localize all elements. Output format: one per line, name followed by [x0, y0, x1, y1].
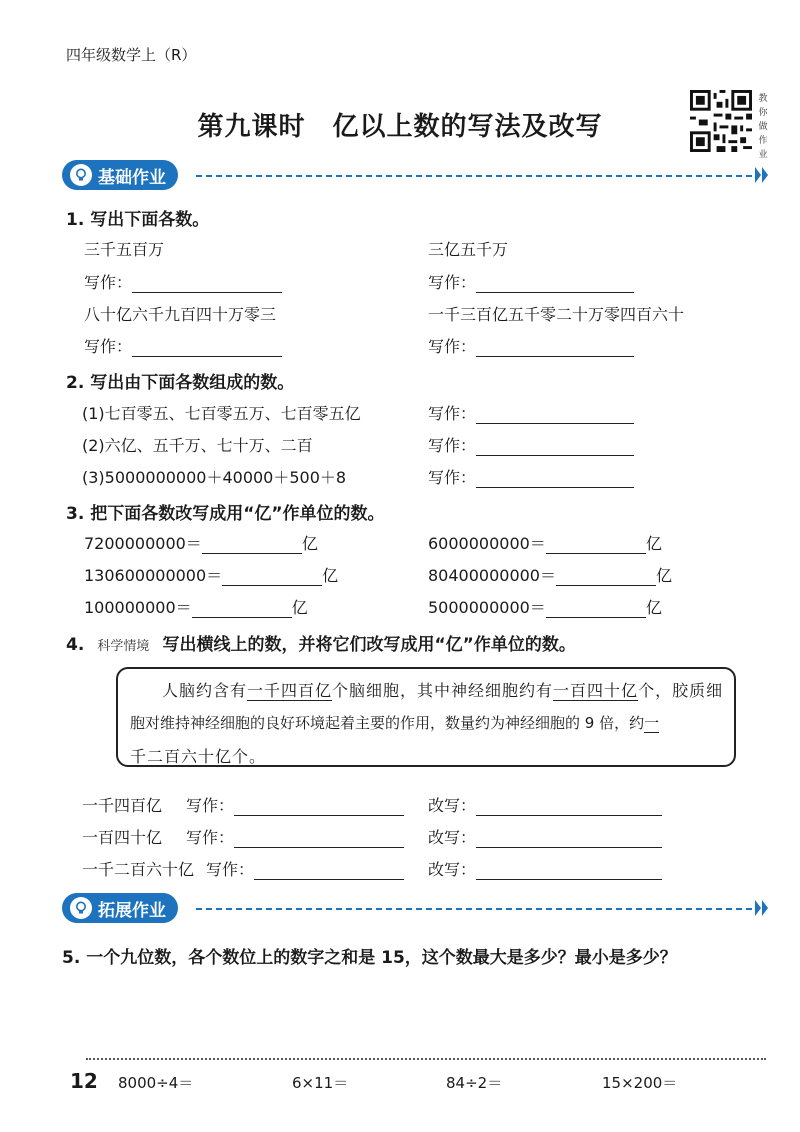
- question-3-title: 3. 把下面各数改写成用“亿”作单位的数。: [66, 504, 385, 524]
- answer-blank[interactable]: [234, 797, 404, 816]
- unit-label: 亿: [645, 598, 662, 617]
- q4-row: [82, 825, 404, 848]
- q3-item: [84, 595, 308, 618]
- q2-item: (1)七百零五、七百零五万、七百零五亿: [82, 404, 361, 423]
- question-text: 写出横线上的数，并将它们改写成用“亿”作单位的数。: [162, 635, 576, 655]
- question-5-title: 5. 一个九位数，各个数位上的数字之和是 15，这个数最大是多少？最小是多少？: [62, 948, 677, 968]
- footer-divider: [86, 1058, 766, 1060]
- underlined-number: 一: [644, 714, 660, 732]
- unit-label: 亿: [322, 566, 339, 585]
- q4-rewrite-row: [428, 825, 662, 848]
- write-label: 写作：: [186, 828, 235, 847]
- passage-text: 胞对维持神经细胞的良好环境起着主要的作用，数量约为神经细胞的 9 倍，约: [130, 714, 645, 732]
- answer-blank[interactable]: [476, 829, 662, 848]
- q1-answer-row: [428, 334, 634, 357]
- q2-item: (2)六亿、五千万、七十万、二百: [82, 436, 313, 455]
- q3-item: [84, 531, 318, 554]
- unit-label: 亿: [301, 534, 318, 553]
- answer-blank[interactable]: [192, 599, 292, 618]
- double-chevron-right-icon: [754, 166, 770, 184]
- unit-label: 亿: [645, 534, 662, 553]
- q3-expression: 130600000000＝: [84, 566, 223, 585]
- q3-expression: 100000000＝: [84, 598, 192, 617]
- underlined-number: 一百四十亿: [553, 681, 639, 700]
- q3-item: [428, 563, 672, 586]
- passage-text: 个脑细胞，其中神经细胞约有: [332, 681, 554, 700]
- q1-answer-row: [84, 334, 282, 357]
- book-header: 四年级数学上（R）: [66, 46, 197, 64]
- q3-expression: 7200000000＝: [84, 534, 202, 553]
- question-1-title: 1. 写出下面各数。: [66, 210, 210, 230]
- unit-label: 亿: [655, 566, 672, 585]
- q4-row-label: 一千四百亿: [82, 796, 163, 815]
- q1-answer-row: [428, 270, 634, 293]
- answer-blank[interactable]: [202, 535, 302, 554]
- q3-expression: 6000000000＝: [428, 534, 546, 553]
- write-label: 写作：: [428, 404, 477, 423]
- section-label: 拓展作业: [98, 900, 166, 921]
- lightbulb-icon: [70, 897, 92, 919]
- answer-blank[interactable]: [132, 274, 282, 293]
- answer-blank[interactable]: [476, 274, 634, 293]
- rewrite-label: 改写：: [428, 796, 477, 815]
- answer-blank[interactable]: [254, 861, 404, 880]
- passage-line-2: [130, 712, 730, 733]
- q1-item: 八十亿六千九百四十万零三: [84, 305, 277, 324]
- q4-rewrite-row: [428, 793, 662, 816]
- q3-item: [84, 563, 338, 586]
- answer-blank[interactable]: [234, 829, 404, 848]
- q4-row: [82, 857, 404, 880]
- qr-code-icon[interactable]: [690, 90, 752, 152]
- write-label: 写作：: [428, 468, 477, 487]
- write-label: 写作：: [186, 796, 235, 815]
- question-4-title: [66, 630, 576, 655]
- write-label: 写作：: [84, 273, 133, 292]
- answer-blank[interactable]: [476, 469, 634, 488]
- q1-answer-row: [84, 270, 282, 293]
- write-label: 写作：: [428, 436, 477, 455]
- q3-expression: 5000000000＝: [428, 598, 546, 617]
- answer-blank[interactable]: [546, 535, 646, 554]
- q3-expression: 80400000000＝: [428, 566, 556, 585]
- q1-item: 三亿五千万: [428, 240, 509, 259]
- answer-blank[interactable]: [476, 861, 662, 880]
- rewrite-label: 改写：: [428, 860, 477, 879]
- answer-blank[interactable]: [476, 437, 634, 456]
- answer-blank[interactable]: [556, 567, 656, 586]
- double-chevron-right-icon: [754, 899, 770, 917]
- lightbulb-icon: [70, 164, 92, 186]
- q4-row-label: 一千二百六十亿: [82, 860, 195, 879]
- passage-line-1: [130, 678, 730, 701]
- q4-row-label: 一百四十亿: [82, 828, 163, 847]
- q2-item: (3)5000000000＋40000＋500＋8: [82, 468, 347, 487]
- q1-item: 一千三百亿五千零二十万零四百六十: [428, 305, 685, 324]
- passage-line-3: [130, 744, 730, 767]
- write-label: 写作：: [428, 337, 477, 356]
- rewrite-label: 改写：: [428, 828, 477, 847]
- qr-side-label: 教你做作业: [758, 94, 768, 160]
- oral-calc-item: 6×11＝: [292, 1074, 349, 1092]
- passage-text: 个。: [232, 747, 267, 766]
- write-label: 写作：: [206, 860, 255, 879]
- q2-answer-row: [428, 465, 634, 488]
- section-badge-basic: [62, 160, 178, 190]
- answer-blank[interactable]: [476, 797, 662, 816]
- write-label: 写作：: [428, 273, 477, 292]
- section-badge-extended: [62, 893, 178, 923]
- answer-blank[interactable]: [132, 338, 282, 357]
- unit-label: 亿: [291, 598, 308, 617]
- answer-blank[interactable]: [476, 338, 634, 357]
- passage-text: 人脑约含有: [162, 681, 248, 700]
- answer-blank[interactable]: [476, 405, 634, 424]
- passage-text: 个，胶质细: [638, 681, 724, 700]
- context-tag: 科学情境: [97, 639, 150, 654]
- oral-calc-item: 15×200＝: [602, 1074, 678, 1092]
- section-divider: [196, 908, 752, 910]
- answer-blank[interactable]: [546, 599, 646, 618]
- q2-answer-row: [428, 433, 634, 456]
- write-label: 写作：: [84, 337, 133, 356]
- q3-item: [428, 531, 662, 554]
- underlined-number: 一千四百亿: [247, 681, 333, 700]
- question-number: 4.: [66, 635, 85, 655]
- oral-calc-item: 84÷2＝: [446, 1074, 503, 1092]
- oral-calc-item: 8000÷4＝: [118, 1074, 194, 1092]
- q4-row: [82, 793, 404, 816]
- q2-answer-row: [428, 401, 634, 424]
- underlined-number: 千二百六十亿: [130, 747, 233, 766]
- answer-blank[interactable]: [222, 567, 322, 586]
- page-number: 12: [70, 1069, 98, 1093]
- q4-rewrite-row: [428, 857, 662, 880]
- q1-item: 三千五百万: [84, 240, 165, 259]
- question-2-title: 2. 写出由下面各数组成的数。: [66, 373, 295, 393]
- section-divider: [196, 175, 752, 177]
- section-label: 基础作业: [98, 167, 166, 188]
- q3-item: [428, 595, 662, 618]
- page-title: 第九课时 亿以上数的写法及改写: [197, 112, 603, 142]
